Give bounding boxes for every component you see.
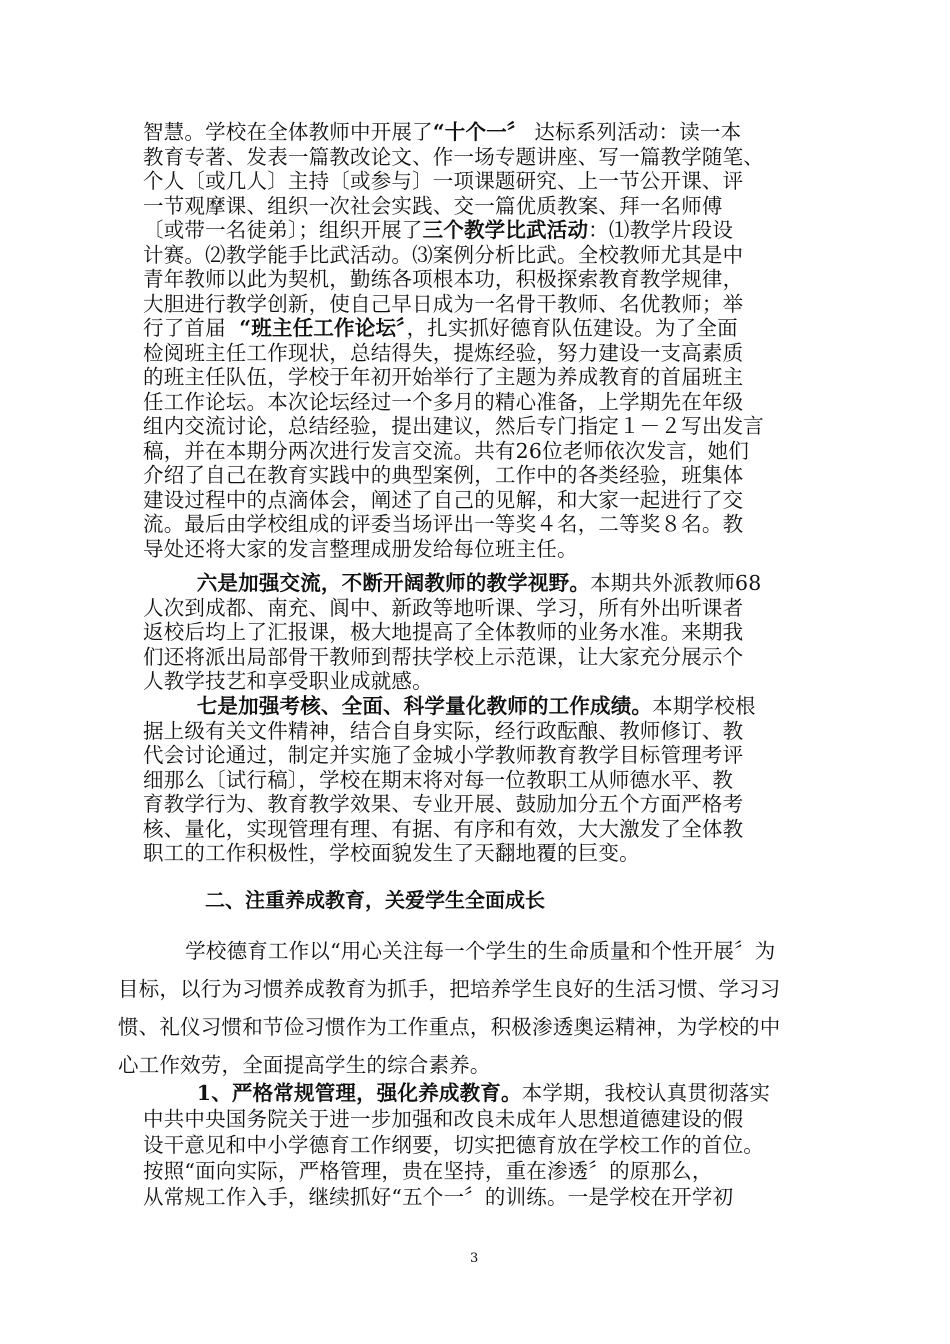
text-run: 达标系列活动：读一本 (534, 120, 742, 144)
text-line: 人次到成都、南充、阆中、新政等地听课、学习，所有外出听课者 (143, 595, 744, 620)
text-line: 组内交流讨论，总结经验，提出建议，然后专门指定１－２写出发言 (143, 414, 764, 438)
text-line: 目标，以行为习惯养成教育为抓手，把培养学生良好的生活习惯、学习习 (118, 977, 781, 1001)
text-line (143, 218, 823, 243)
bold-run: “十个一〞 (432, 120, 528, 144)
text-line: 流。最后由学校组成的评委当场评出一等奖４名，二等奖８名。教 (143, 512, 744, 536)
paragraph-moral-education (118, 932, 838, 1084)
text-run: 学校德育工作以“用心关注每一个学生的生命质量和个性开展〞为 (185, 939, 776, 963)
text-line: 计赛。⑵教学能手比武活动。⑶案例分析比武。全校教师尤其是中 (143, 242, 744, 267)
text-run: 本期共外派教师68 (590, 571, 762, 595)
text-line: 检阅班主任工作现状，总结得失，提炼经验，努力建设一支高素质 (143, 340, 744, 365)
text-line: 从常规工作入手，继续抓好“五个一〞的训练。一是学校在开学初 (143, 1185, 734, 1209)
text-line: 的班主任队伍，学校于年初开始举行了主题为养成教育的首届班主 (143, 365, 744, 389)
text-line: 青年教师以此为契机，勤练各项根本功，积极探索教育教学规律， (143, 267, 744, 291)
text-line (143, 120, 823, 145)
text-line: 据上级有关文件精神，结合自身实际，经行政酝酿、教师修订、教 (143, 718, 744, 743)
text-line: 介绍了自己在教育实践中的典型案例，工作中的各类经验，班集体 (143, 463, 744, 487)
paragraph-assessment (143, 694, 823, 866)
text-line: 惯、礼仪习惯和节俭习惯作为工作重点，积极渗透奥运精神，为学校的中 (118, 1015, 781, 1039)
paragraph-exchange (143, 571, 823, 694)
text-run: 智慧。学校在全体教师中开展了 (143, 120, 433, 144)
section-heading: 二、注重养成教育，关爱学生全面成长 (205, 888, 545, 912)
text-line: 人教学技艺和享受职业成就感。 (143, 669, 433, 693)
text-line: 教育专著、发表一篇教改论文、作一场专题讲座、写一篇教学随笔、 (143, 144, 764, 169)
paragraph-routine-management (143, 1080, 823, 1210)
text-line (143, 694, 823, 719)
bold-lead: 六是加强交流，不断开阔教师的教学视野。 (196, 571, 591, 595)
text-line: 返校后均上了汇报课，极大地提高了全体教师的业务水准。来期我 (143, 620, 744, 644)
text-line: 心工作效劳，全面提高学生的综合素养。 (118, 1053, 491, 1077)
bold-lead: 七是加强考核、全面、科学量化教师的工作成绩。 (196, 694, 653, 718)
text-line: 任工作论坛。本次论坛经过一个多月的精心准备，上学期先在年级 (143, 389, 744, 414)
paragraph-teacher-activities (143, 120, 823, 561)
text-line: 一节观摩课、组织一次社会实践、交一篇优质教案、拜一名师傅 (143, 193, 723, 218)
text-run: ：⑴教学片段设 (588, 218, 734, 242)
text-line: 按照“面向实际，严格管理，贵在坚持，重在渗透〞的原那么， (143, 1159, 713, 1183)
text-line: 细那么〔试行稿〕，学校在期末将对每一位教职工从师德水平、教 (143, 767, 734, 792)
text-line: 核、量化，实现管理有理、有据、有序和有效，大大激发了全体教 (143, 816, 744, 841)
text-line (143, 1080, 823, 1106)
bold-run: 三个教学比武活动 (422, 218, 589, 242)
text-line: 个人〔或几人〕主持〔或参与〕一项课题研究、上一节公开课、评 (143, 169, 744, 193)
text-line (143, 316, 823, 341)
text-run: 〔或带一名徒弟〕；组织开展了 (143, 218, 423, 242)
text-line: 职工的工作积极性，学校面貌发生了天翻地覆的巨变。 (143, 841, 640, 865)
bold-lead: 1、严格常规管理，强化养成教育。 (196, 1081, 522, 1105)
text-line: 中共中央国务院关于进一步加强和改良未成年人思想道德建设的假 (143, 1107, 744, 1131)
bold-run: “班主任工作论坛〞 (239, 316, 407, 340)
text-line: 导处还将大家的发言整理成册发给每位班主任。 (143, 536, 578, 561)
page-number: 3 (470, 1251, 479, 1266)
text-line: 大胆进行教学创新，使自己早日成为一名骨干教师、名优教师；举 (143, 291, 744, 316)
text-line (118, 932, 838, 970)
text-line: 们还将派出局部骨干教师到帮扶学校上示范课，让大家充分展示个 (143, 644, 744, 669)
text-line: 建设过程中的点滴体会，阐述了自己的见解，和大家一起进行了交 (143, 487, 744, 512)
text-run: ，扎实抓好德育队伍建设。为了全面 (406, 316, 738, 340)
text-line (143, 571, 823, 596)
text-run: 行了首届 (143, 316, 226, 340)
text-line: 代会讨论通过，制定并实施了金城小学教师教育教学目标管理考评 (143, 743, 744, 767)
text-line: 设干意见和中小学德育工作纲要，切实把德育放在学校工作的首位。 (143, 1133, 764, 1157)
text-line: 育教学行为、教育教学效果、专业开展、鼓励加分五个方面严格考 (143, 792, 744, 816)
text-run: 本学期，我校认真贯彻落实 (521, 1081, 771, 1105)
text-line: 稿，并在本期分两次进行发言交流。共有26位老师依次发言，她们 (143, 438, 750, 463)
text-run: 本期学校根 (652, 694, 756, 718)
